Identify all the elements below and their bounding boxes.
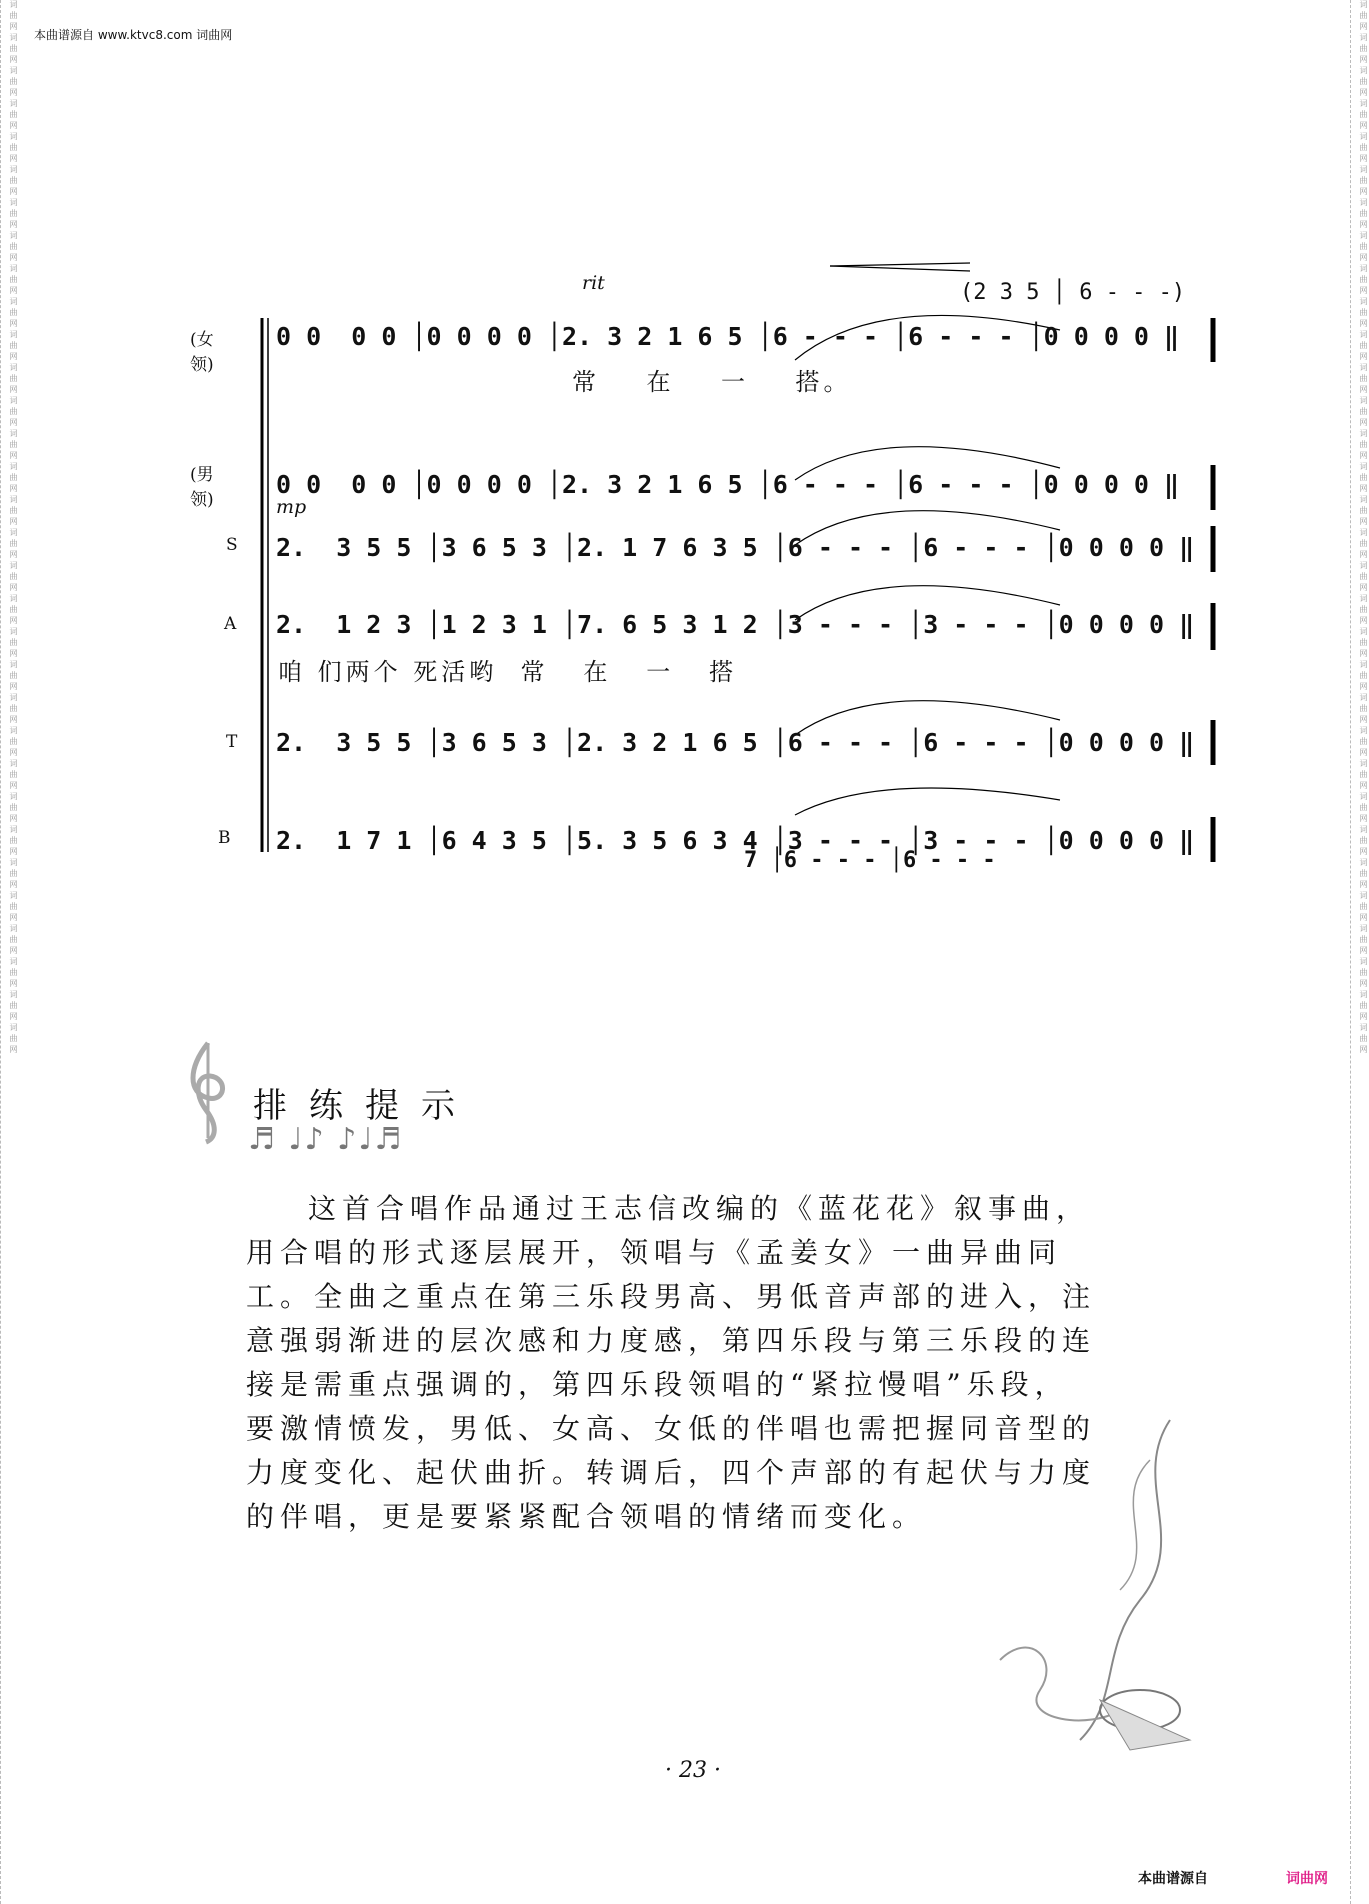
voice-notes: 2. 3 5 5 │3 6 5 3 │2. 3 2 1 6 5 │6 - - - │6 - - - │0 0 0 0 ‖ bbox=[276, 728, 1195, 757]
treble-clef-icon bbox=[178, 1038, 238, 1148]
footer-site-link[interactable]: 词曲网 bbox=[1286, 1871, 1328, 1887]
voice-notes: 2. 1 7 1 │6 4 3 5 │5. 3 5 6 3 4 │3 - - - │3 - - - │0 0 0 0 ‖ bbox=[276, 826, 1195, 855]
voice-label: S bbox=[226, 535, 238, 555]
voice-label: (女领) bbox=[190, 330, 214, 375]
voice-label: B bbox=[218, 828, 231, 848]
decorative-notes-icon: ♬ ♩♪ ♪♩♬ bbox=[248, 1122, 404, 1157]
voice-lyrics: 咱 们两个 死活哟 常 在 一 搭 bbox=[278, 658, 738, 686]
voice-label: A bbox=[224, 614, 237, 634]
voice-notes: 2. 1 2 3 │1 2 3 1 │7. 6 5 3 1 2 │3 - - - │3 - - - │0 0 0 0 ‖ bbox=[276, 610, 1195, 639]
side-watermark-left: 词曲网词曲网词曲网词曲网词曲网词曲网词曲网词曲网词曲网词曲网词曲网词曲网词曲网词曲网词曲网词曲网词曲网词曲网词曲网词曲网词曲网词曲网词曲网词曲网词曲网词曲网词曲网词曲网词曲网词曲网词曲网词曲网 bbox=[0, 0, 19, 1904]
voice-label: (男领) bbox=[190, 465, 214, 510]
voice-notes: 0 0 0 0 │0 0 0 0 │2. 3 2 1 6 5 │6 - - - │6 - - - │0 0 0 0 ‖ bbox=[276, 322, 1180, 351]
source-header: 本曲谱源自 www.ktvc8.com 词曲网 bbox=[34, 28, 233, 42]
rit-marking: rit bbox=[582, 272, 605, 294]
bass-lower-notes: 7 │6 - - - │6 - - - bbox=[744, 848, 996, 873]
side-watermark-right: 词曲网词曲网词曲网词曲网词曲网词曲网词曲网词曲网词曲网词曲网词曲网词曲网词曲网词曲网词曲网词曲网词曲网词曲网词曲网词曲网词曲网词曲网词曲网词曲网词曲网词曲网词曲网词曲网词曲网词曲网词曲网词曲网 bbox=[1350, 0, 1369, 1904]
footer-source-label: 本曲谱源自 bbox=[1138, 1871, 1208, 1887]
voice-notes: 2. 3 5 5 │3 6 5 3 │2. 1 7 6 3 5 │6 - - - │6 - - - │0 0 0 0 ‖ bbox=[276, 533, 1195, 562]
ornament-illustration bbox=[970, 1400, 1220, 1760]
voice-lyrics: 常 在 一 搭。 bbox=[572, 368, 852, 396]
page-number: · 23 · bbox=[665, 1758, 721, 1783]
interlude-notes: (2 3 5 │ 6 - - -) bbox=[960, 280, 1186, 305]
tips-title: 排练提示 bbox=[253, 1086, 477, 1126]
tips-paragraph: 这首合唱作品通过王志信改编的《蓝花花》叙事曲，用合唱的形式逐层展开，领唱与《孟姜女》一曲异曲同工。全曲之重点在第三乐段男高、男低音声部的进入，注意强弱渐进的层次感和力度感，第四乐段与第三乐段的连接是需重点强调的，第四乐段领唱的“紧拉慢唱”乐段，要激情愤发，男低、女高、女低的伴唱也需把握同音型的力度变化、起伏曲折。转调后，四个声部的有起伏与力度的伴唱，更是要紧紧配合领唱的情绪而变化。 bbox=[246, 1192, 1097, 1533]
score-brackets bbox=[0, 0, 1369, 900]
mp-marking: mp bbox=[276, 496, 307, 518]
voice-notes: 0 0 0 0 │0 0 0 0 │2. 3 2 1 6 5 │6 - - - │6 - - - │0 0 0 0 ‖ bbox=[276, 470, 1180, 499]
voice-label: T bbox=[226, 732, 238, 752]
